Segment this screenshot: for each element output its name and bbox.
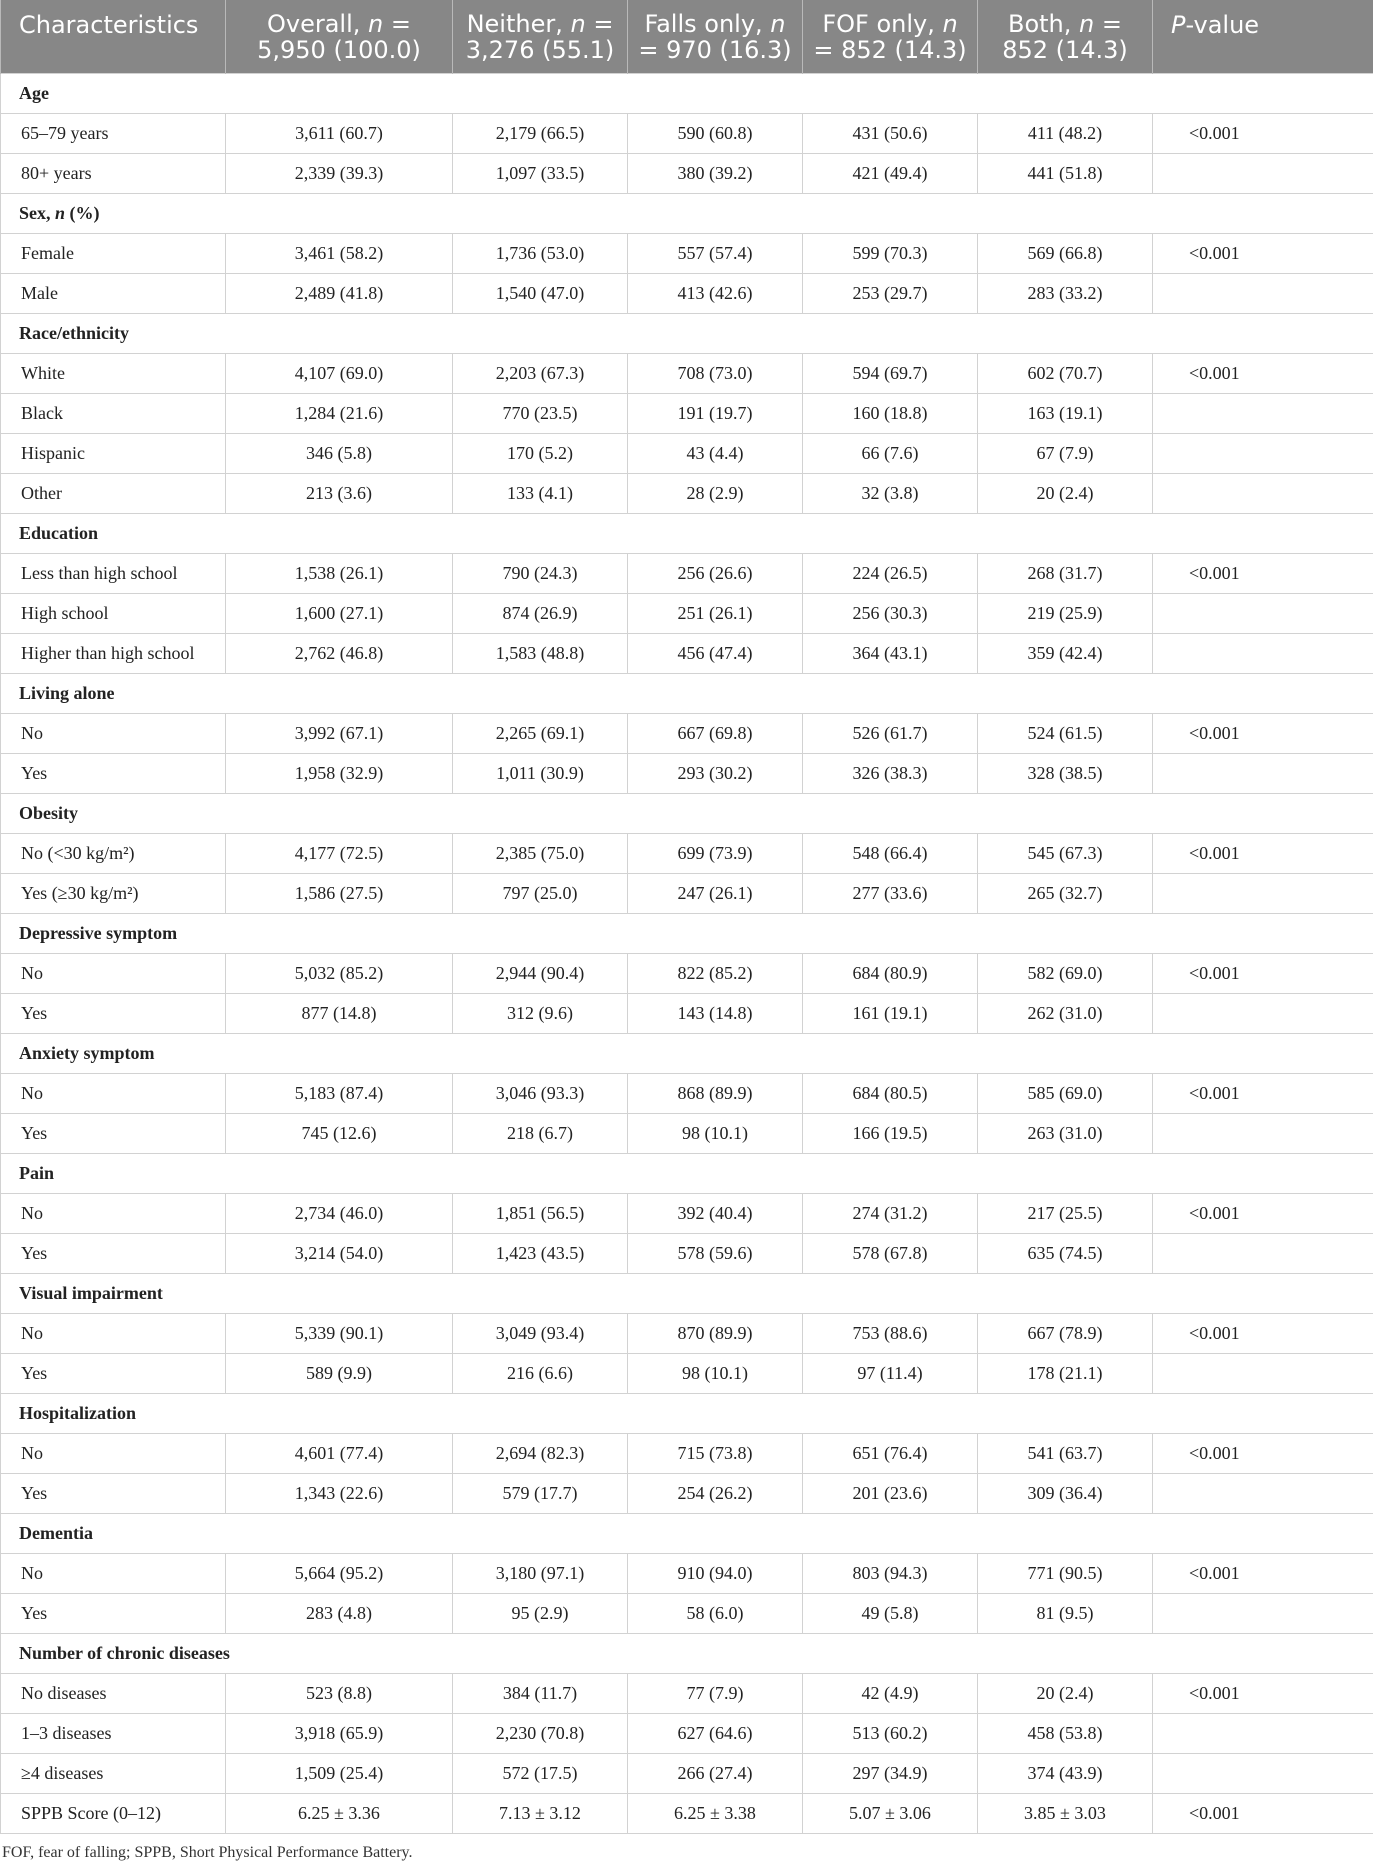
section-header-row <box>1 1513 1373 1553</box>
value-cell: 364 (43.1) <box>803 633 978 673</box>
value-cell: 98 (10.1) <box>628 1113 803 1153</box>
section-header-row <box>1 793 1373 833</box>
table-row <box>1 473 1373 513</box>
section-header-row <box>1 313 1373 353</box>
value-cell: 557 (57.4) <box>628 233 803 273</box>
section-header-row <box>1 1273 1373 1313</box>
table-row <box>1 593 1373 633</box>
p-value-cell <box>1153 1113 1373 1153</box>
p-value-cell <box>1153 993 1373 1033</box>
section-title: Number of chronic diseases <box>1 1633 1373 1673</box>
p-value-cell <box>1153 1473 1373 1513</box>
value-cell: 3,611 (60.7) <box>226 113 453 153</box>
value-cell: 97 (11.4) <box>803 1353 978 1393</box>
column-header-4: FOF only, n = 852 (14.3) <box>803 0 978 73</box>
value-cell: 2,762 (46.8) <box>226 633 453 673</box>
row-label: Yes (≥30 kg/m²) <box>1 873 226 913</box>
value-cell: 178 (21.1) <box>978 1353 1153 1393</box>
p-value-cell: <0.001 <box>1153 713 1373 753</box>
column-header-1: Overall, n = 5,950 (100.0) <box>226 0 453 73</box>
value-cell: 590 (60.8) <box>628 113 803 153</box>
value-cell: 753 (88.6) <box>803 1313 978 1353</box>
row-label: ≥4 diseases <box>1 1753 226 1793</box>
value-cell: 3,049 (93.4) <box>453 1313 628 1353</box>
table-row <box>1 1793 1373 1833</box>
value-cell: 1,538 (26.1) <box>226 553 453 593</box>
value-cell: 3,214 (54.0) <box>226 1233 453 1273</box>
section-title: Race/ethnicity <box>1 313 1373 353</box>
table-row <box>1 393 1373 433</box>
row-label: Other <box>1 473 226 513</box>
p-value-cell <box>1153 633 1373 673</box>
value-cell: 579 (17.7) <box>453 1473 628 1513</box>
row-label: No <box>1 1073 226 1113</box>
table-row <box>1 1673 1373 1713</box>
row-label: No <box>1 953 226 993</box>
section-title: Living alone <box>1 673 1373 713</box>
table-row <box>1 1753 1373 1793</box>
value-cell: 715 (73.8) <box>628 1433 803 1473</box>
value-cell: 58 (6.0) <box>628 1593 803 1633</box>
p-value-cell <box>1153 753 1373 793</box>
value-cell: 745 (12.6) <box>226 1113 453 1153</box>
value-cell: 4,601 (77.4) <box>226 1433 453 1473</box>
table-row <box>1 1073 1373 1113</box>
value-cell: 2,179 (66.5) <box>453 113 628 153</box>
p-value-cell: <0.001 <box>1153 953 1373 993</box>
value-cell: 380 (39.2) <box>628 153 803 193</box>
value-cell: 66 (7.6) <box>803 433 978 473</box>
value-cell: 6.25 ± 3.36 <box>226 1793 453 1833</box>
row-label: Female <box>1 233 226 273</box>
value-cell: 635 (74.5) <box>978 1233 1153 1273</box>
value-cell: 582 (69.0) <box>978 953 1153 993</box>
value-cell: 456 (47.4) <box>628 633 803 673</box>
column-header-2: Neither, n = 3,276 (55.1) <box>453 0 628 73</box>
table-row <box>1 993 1373 1033</box>
value-cell: 163 (19.1) <box>978 393 1153 433</box>
row-label: No <box>1 1313 226 1353</box>
p-value-cell: <0.001 <box>1153 833 1373 873</box>
value-cell: 32 (3.8) <box>803 473 978 513</box>
section-title: Depressive symptom <box>1 913 1373 953</box>
value-cell: 411 (48.2) <box>978 113 1153 153</box>
value-cell: 2,694 (82.3) <box>453 1433 628 1473</box>
value-cell: 569 (66.8) <box>978 233 1153 273</box>
row-label: Hispanic <box>1 433 226 473</box>
value-cell: 4,177 (72.5) <box>226 833 453 873</box>
table-row <box>1 873 1373 913</box>
value-cell: 1,284 (21.6) <box>226 393 453 433</box>
row-label: No diseases <box>1 1673 226 1713</box>
section-title: Visual impairment <box>1 1273 1373 1313</box>
value-cell: 667 (78.9) <box>978 1313 1153 1353</box>
p-value-cell: <0.001 <box>1153 233 1373 273</box>
value-cell: 2,385 (75.0) <box>453 833 628 873</box>
value-cell: 201 (23.6) <box>803 1473 978 1513</box>
value-cell: 2,734 (46.0) <box>226 1193 453 1233</box>
p-value-cell: <0.001 <box>1153 1313 1373 1353</box>
value-cell: 247 (26.1) <box>628 873 803 913</box>
value-cell: 256 (26.6) <box>628 553 803 593</box>
value-cell: 770 (23.5) <box>453 393 628 433</box>
value-cell: 5,032 (85.2) <box>226 953 453 993</box>
value-cell: 874 (26.9) <box>453 593 628 633</box>
value-cell: 3,992 (67.1) <box>226 713 453 753</box>
value-cell: 1,583 (48.8) <box>453 633 628 673</box>
table-row <box>1 1113 1373 1153</box>
value-cell: 277 (33.6) <box>803 873 978 913</box>
value-cell: 268 (31.7) <box>978 553 1153 593</box>
value-cell: 1,011 (30.9) <box>453 753 628 793</box>
p-value-cell <box>1153 1353 1373 1393</box>
table-row <box>1 1553 1373 1593</box>
value-cell: 262 (31.0) <box>978 993 1153 1033</box>
table-row <box>1 713 1373 753</box>
value-cell: 161 (19.1) <box>803 993 978 1033</box>
value-cell: 513 (60.2) <box>803 1713 978 1753</box>
p-value-cell <box>1153 393 1373 433</box>
value-cell: 160 (18.8) <box>803 393 978 433</box>
value-cell: 95 (2.9) <box>453 1593 628 1633</box>
value-cell: 3,180 (97.1) <box>453 1553 628 1593</box>
value-cell: 98 (10.1) <box>628 1353 803 1393</box>
value-cell: 133 (4.1) <box>453 473 628 513</box>
value-cell: 585 (69.0) <box>978 1073 1153 1113</box>
section-header-row <box>1 193 1373 233</box>
value-cell: 458 (53.8) <box>978 1713 1153 1753</box>
value-cell: 1,958 (32.9) <box>226 753 453 793</box>
value-cell: 431 (50.6) <box>803 113 978 153</box>
table-row <box>1 1713 1373 1753</box>
table-row <box>1 353 1373 393</box>
section-title: Obesity <box>1 793 1373 833</box>
value-cell: 166 (19.5) <box>803 1113 978 1153</box>
column-header-3: Falls only, n = 970 (16.3) <box>628 0 803 73</box>
value-cell: 771 (90.5) <box>978 1553 1153 1593</box>
row-label: High school <box>1 593 226 633</box>
value-cell: 253 (29.7) <box>803 273 978 313</box>
header-row <box>1 0 1373 73</box>
row-label: 80+ years <box>1 153 226 193</box>
p-value-cell <box>1153 873 1373 913</box>
value-cell: 328 (38.5) <box>978 753 1153 793</box>
value-cell: 217 (25.5) <box>978 1193 1153 1233</box>
table-row <box>1 553 1373 593</box>
value-cell: 326 (38.3) <box>803 753 978 793</box>
value-cell: 309 (36.4) <box>978 1473 1153 1513</box>
row-label: Yes <box>1 1593 226 1633</box>
p-value-cell <box>1153 1233 1373 1273</box>
row-label: No <box>1 1193 226 1233</box>
value-cell: 266 (27.4) <box>628 1753 803 1793</box>
table-row <box>1 273 1373 313</box>
p-value-cell: <0.001 <box>1153 1553 1373 1593</box>
p-value-cell <box>1153 1593 1373 1633</box>
table-row <box>1 1433 1373 1473</box>
value-cell: 572 (17.5) <box>453 1753 628 1793</box>
value-cell: 599 (70.3) <box>803 233 978 273</box>
value-cell: 545 (67.3) <box>978 833 1153 873</box>
value-cell: 170 (5.2) <box>453 433 628 473</box>
row-label: Yes <box>1 993 226 1033</box>
row-label: No <box>1 713 226 753</box>
value-cell: 283 (33.2) <box>978 273 1153 313</box>
p-value-cell: <0.001 <box>1153 1433 1373 1473</box>
value-cell: 256 (30.3) <box>803 593 978 633</box>
value-cell: 589 (9.9) <box>226 1353 453 1393</box>
value-cell: 392 (40.4) <box>628 1193 803 1233</box>
value-cell: 213 (3.6) <box>226 473 453 513</box>
table-row <box>1 433 1373 473</box>
value-cell: 359 (42.4) <box>978 633 1153 673</box>
table-row <box>1 833 1373 873</box>
value-cell: 2,230 (70.8) <box>453 1713 628 1753</box>
row-label: 65–79 years <box>1 113 226 153</box>
row-label: SPPB Score (0–12) <box>1 1793 226 1833</box>
value-cell: 3,918 (65.9) <box>226 1713 453 1753</box>
value-cell: 541 (63.7) <box>978 1433 1153 1473</box>
table-row <box>1 1593 1373 1633</box>
value-cell: 578 (67.8) <box>803 1233 978 1273</box>
value-cell: 413 (42.6) <box>628 273 803 313</box>
value-cell: 384 (11.7) <box>453 1673 628 1713</box>
section-header-row <box>1 73 1373 113</box>
value-cell: 803 (94.3) <box>803 1553 978 1593</box>
table-row <box>1 153 1373 193</box>
value-cell: 684 (80.5) <box>803 1073 978 1113</box>
value-cell: 548 (66.4) <box>803 833 978 873</box>
table-row <box>1 1473 1373 1513</box>
value-cell: 2,265 (69.1) <box>453 713 628 753</box>
value-cell: 49 (5.8) <box>803 1593 978 1633</box>
value-cell: 523 (8.8) <box>226 1673 453 1713</box>
section-header-row <box>1 1633 1373 1673</box>
value-cell: 594 (69.7) <box>803 353 978 393</box>
section-title: Dementia <box>1 1513 1373 1553</box>
value-cell: 5,183 (87.4) <box>226 1073 453 1113</box>
value-cell: 224 (26.5) <box>803 553 978 593</box>
value-cell: 293 (30.2) <box>628 753 803 793</box>
p-value-cell <box>1153 593 1373 633</box>
table-row <box>1 1193 1373 1233</box>
value-cell: 868 (89.9) <box>628 1073 803 1113</box>
value-cell: 28 (2.9) <box>628 473 803 513</box>
value-cell: 708 (73.0) <box>628 353 803 393</box>
row-label: Less than high school <box>1 553 226 593</box>
table-row <box>1 233 1373 273</box>
value-cell: 1,540 (47.0) <box>453 273 628 313</box>
value-cell: 1,423 (43.5) <box>453 1233 628 1273</box>
p-value-cell <box>1153 473 1373 513</box>
p-value-cell: <0.001 <box>1153 553 1373 593</box>
value-cell: 283 (4.8) <box>226 1593 453 1633</box>
value-cell: 312 (9.6) <box>453 993 628 1033</box>
p-value-cell <box>1153 153 1373 193</box>
section-title: Anxiety symptom <box>1 1033 1373 1073</box>
table-body <box>1 73 1373 1833</box>
row-label: 1–3 diseases <box>1 1713 226 1753</box>
value-cell: 263 (31.0) <box>978 1113 1153 1153</box>
value-cell: 218 (6.7) <box>453 1113 628 1153</box>
value-cell: 251 (26.1) <box>628 593 803 633</box>
table-header <box>1 0 1373 73</box>
p-value-cell: <0.001 <box>1153 1073 1373 1113</box>
value-cell: 81 (9.5) <box>978 1593 1153 1633</box>
value-cell: 6.25 ± 3.38 <box>628 1793 803 1833</box>
table-row <box>1 1313 1373 1353</box>
value-cell: 297 (34.9) <box>803 1753 978 1793</box>
p-value-cell: <0.001 <box>1153 1793 1373 1833</box>
value-cell: 797 (25.0) <box>453 873 628 913</box>
p-value-cell: <0.001 <box>1153 1673 1373 1713</box>
value-cell: 1,586 (27.5) <box>226 873 453 913</box>
row-label: No (<30 kg/m²) <box>1 833 226 873</box>
section-title: Pain <box>1 1153 1373 1193</box>
row-label: Yes <box>1 1113 226 1153</box>
value-cell: 2,944 (90.4) <box>453 953 628 993</box>
value-cell: 374 (43.9) <box>978 1753 1153 1793</box>
value-cell: 67 (7.9) <box>978 433 1153 473</box>
value-cell: 667 (69.8) <box>628 713 803 753</box>
value-cell: 877 (14.8) <box>226 993 453 1033</box>
value-cell: 143 (14.8) <box>628 993 803 1033</box>
value-cell: 219 (25.9) <box>978 593 1153 633</box>
value-cell: 2,203 (67.3) <box>453 353 628 393</box>
value-cell: 822 (85.2) <box>628 953 803 993</box>
value-cell: 254 (26.2) <box>628 1473 803 1513</box>
row-label: Higher than high school <box>1 633 226 673</box>
value-cell: 651 (76.4) <box>803 1433 978 1473</box>
value-cell: 1,851 (56.5) <box>453 1193 628 1233</box>
section-header-row <box>1 1153 1373 1193</box>
section-header-row <box>1 913 1373 953</box>
table-row <box>1 113 1373 153</box>
section-title: Age <box>1 73 1373 113</box>
column-header-6: P-value <box>1153 0 1373 73</box>
value-cell: 870 (89.9) <box>628 1313 803 1353</box>
value-cell: 4,107 (69.0) <box>226 353 453 393</box>
value-cell: 3,461 (58.2) <box>226 233 453 273</box>
row-label: Yes <box>1 1353 226 1393</box>
column-header-0: Characteristics <box>1 0 226 73</box>
value-cell: 1,600 (27.1) <box>226 593 453 633</box>
value-cell: 578 (59.6) <box>628 1233 803 1273</box>
value-cell: 77 (7.9) <box>628 1673 803 1713</box>
value-cell: 42 (4.9) <box>803 1673 978 1713</box>
table-row <box>1 753 1373 793</box>
value-cell: 5.07 ± 3.06 <box>803 1793 978 1833</box>
value-cell: 265 (32.7) <box>978 873 1153 913</box>
row-label: Yes <box>1 753 226 793</box>
value-cell: 684 (80.9) <box>803 953 978 993</box>
value-cell: 20 (2.4) <box>978 1673 1153 1713</box>
value-cell: 346 (5.8) <box>226 433 453 473</box>
value-cell: 699 (73.9) <box>628 833 803 873</box>
p-value-cell: <0.001 <box>1153 353 1373 393</box>
value-cell: 191 (19.7) <box>628 393 803 433</box>
table-row <box>1 633 1373 673</box>
value-cell: 602 (70.7) <box>978 353 1153 393</box>
value-cell: 1,509 (25.4) <box>226 1753 453 1793</box>
value-cell: 910 (94.0) <box>628 1553 803 1593</box>
column-header-5: Both, n = 852 (14.3) <box>978 0 1153 73</box>
value-cell: 20 (2.4) <box>978 473 1153 513</box>
table-row <box>1 1353 1373 1393</box>
p-value-cell <box>1153 1713 1373 1753</box>
section-title: Hospitalization <box>1 1393 1373 1433</box>
value-cell: 790 (24.3) <box>453 553 628 593</box>
p-value-cell <box>1153 1753 1373 1793</box>
p-value-cell <box>1153 273 1373 313</box>
section-title: Education <box>1 513 1373 553</box>
section-title: Sex, n (%) <box>1 193 1373 233</box>
value-cell: 5,664 (95.2) <box>226 1553 453 1593</box>
section-header-row <box>1 513 1373 553</box>
value-cell: 524 (61.5) <box>978 713 1153 753</box>
value-cell: 526 (61.7) <box>803 713 978 753</box>
value-cell: 421 (49.4) <box>803 153 978 193</box>
row-label: Yes <box>1 1473 226 1513</box>
row-label: Yes <box>1 1233 226 1273</box>
row-label: No <box>1 1553 226 1593</box>
value-cell: 2,489 (41.8) <box>226 273 453 313</box>
value-cell: 274 (31.2) <box>803 1193 978 1233</box>
value-cell: 7.13 ± 3.12 <box>453 1793 628 1833</box>
row-label: Black <box>1 393 226 433</box>
row-label: Male <box>1 273 226 313</box>
table-footnote: FOF, fear of falling; SPPB, Short Physical Performance Battery. <box>2 1843 413 1861</box>
value-cell: 3,046 (93.3) <box>453 1073 628 1113</box>
p-value-cell: <0.001 <box>1153 113 1373 153</box>
section-header-row <box>1 1393 1373 1433</box>
value-cell: 1,736 (53.0) <box>453 233 628 273</box>
value-cell: 43 (4.4) <box>628 433 803 473</box>
table-row <box>1 953 1373 993</box>
value-cell: 5,339 (90.1) <box>226 1313 453 1353</box>
value-cell: 1,343 (22.6) <box>226 1473 453 1513</box>
value-cell: 216 (6.6) <box>453 1353 628 1393</box>
value-cell: 1,097 (33.5) <box>453 153 628 193</box>
value-cell: 441 (51.8) <box>978 153 1153 193</box>
value-cell: 2,339 (39.3) <box>226 153 453 193</box>
p-value-cell <box>1153 433 1373 473</box>
value-cell: 3.85 ± 3.03 <box>978 1793 1153 1833</box>
row-label: White <box>1 353 226 393</box>
section-header-row <box>1 673 1373 713</box>
p-value-cell: <0.001 <box>1153 1193 1373 1233</box>
row-label: No <box>1 1433 226 1473</box>
section-header-row <box>1 1033 1373 1073</box>
table-row <box>1 1233 1373 1273</box>
value-cell: 627 (64.6) <box>628 1713 803 1753</box>
